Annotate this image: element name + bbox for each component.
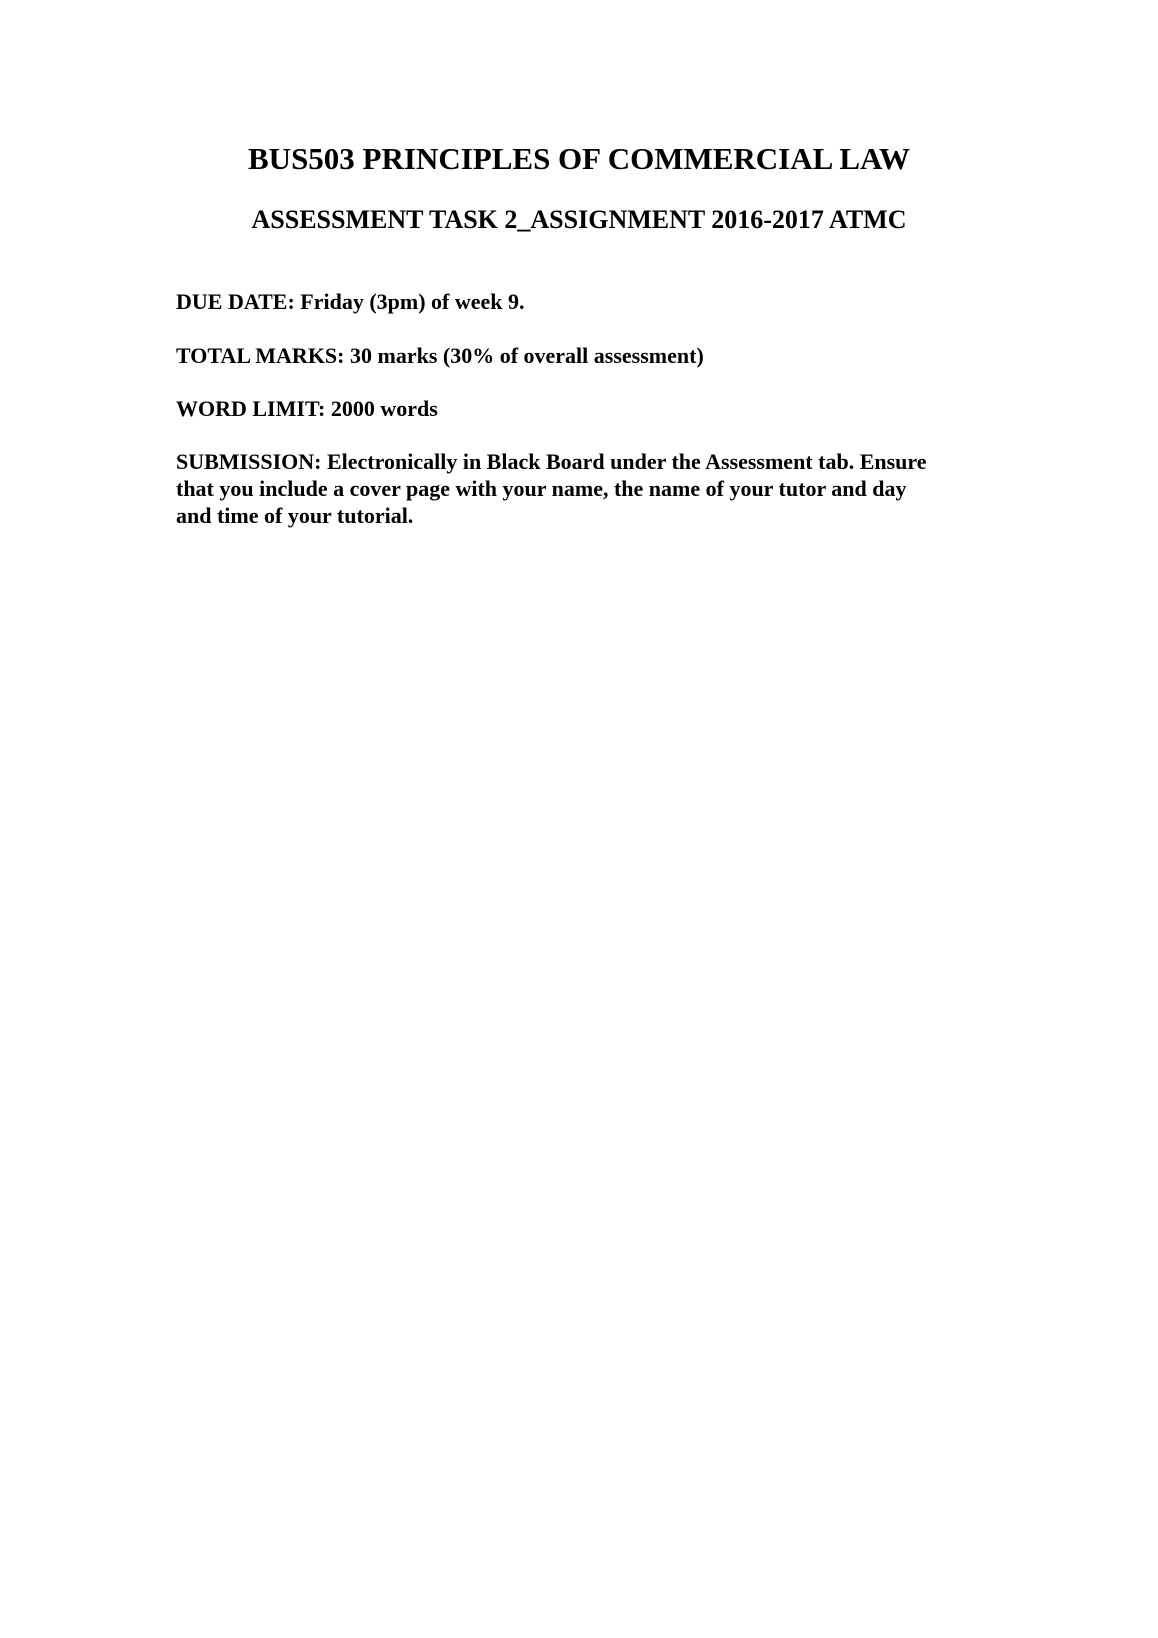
word-limit-text: WORD LIMIT: 2000 words [176, 396, 438, 421]
due-date-text: DUE DATE: Friday (3pm) of week 9. [176, 289, 525, 314]
submission-line: that you include a cover page with your name, the name of your tutor and day [176, 476, 907, 501]
submission-line: SUBMISSION: Electronically in Black Board under the Assessment tab. Ensure [176, 449, 927, 474]
total-marks-text: TOTAL MARKS: 30 marks (30% of overall assessment) [176, 343, 704, 368]
document-title: BUS503 PRINCIPLES OF COMMERCIAL LAW [248, 141, 910, 176]
submission-paragraph [176, 448, 996, 529]
submission-line: and time of your tutorial. [176, 503, 414, 528]
document-subtitle: ASSESSMENT TASK 2_ASSIGNMENT 2016-2017 ATMC [251, 205, 907, 234]
